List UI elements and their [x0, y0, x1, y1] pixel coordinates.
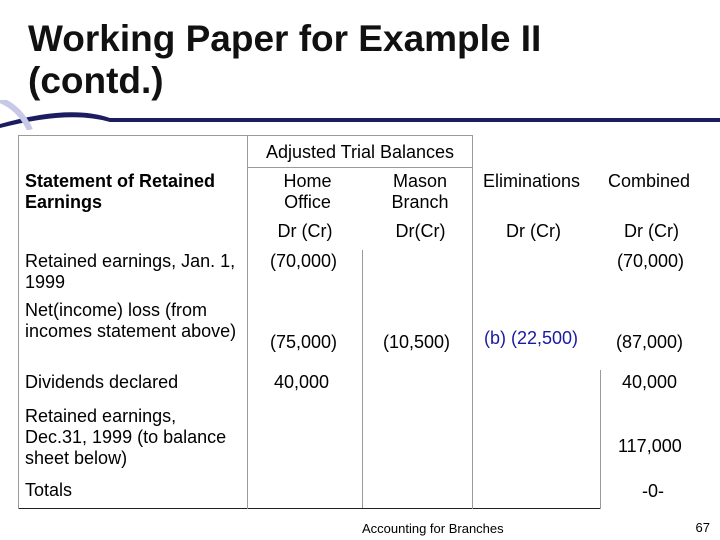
slide-title-line1: Working Paper for Example II [28, 18, 542, 59]
cell-home-net-income: (75,000) [270, 332, 338, 352]
cell-combined-dividends: 40,000 [622, 372, 678, 392]
cell-combined-net-income: (87,000) [616, 332, 684, 352]
col-divider-home [247, 135, 248, 509]
col-header-eliminations: Eliminations [483, 171, 581, 191]
slide-title-line2: (contd.) [28, 60, 164, 101]
col-header-mason-branch: Mason Branch [391, 171, 449, 212]
row-label-dividends: Dividends declared [25, 372, 179, 392]
cell-elim-net-income: (b) (22,500) [484, 328, 579, 348]
col-header-home-office: Home Office [283, 171, 332, 212]
row-label-net-income: Net(income) loss (from incomes statement above) [25, 300, 237, 341]
col-divider-branch [362, 250, 363, 508]
footer-text: Accounting for Branches [362, 521, 504, 536]
cell-branch-net-income: (10,500) [383, 332, 451, 352]
col-header-combined: Combined [608, 171, 691, 191]
drcr-branch: Dr(Cr) [395, 221, 446, 241]
cell-combined-retained-dec: 117,000 [618, 436, 682, 456]
table-top-border [18, 135, 472, 136]
col-divider-combined [600, 370, 601, 509]
cell-combined-retained-jan: (70,000) [617, 251, 685, 271]
cell-home-dividends: 40,000 [274, 372, 330, 392]
slide-title [28, 18, 668, 102]
title-underline-swoosh [0, 100, 720, 130]
cell-combined-totals: -0- [642, 481, 664, 501]
header-group-underline [247, 167, 472, 168]
drcr-home: Dr (Cr) [277, 221, 333, 241]
table-bottom-border [18, 508, 600, 509]
row-label-retained-earnings-jan: Retained earnings, Jan. 1, 1999 [25, 251, 236, 292]
row-label-retained-earnings-dec: Retained earnings, Dec.31, 1999 (to balance sheet below) [25, 406, 227, 468]
row-label-totals: Totals [25, 480, 73, 500]
page-number: 67 [695, 520, 710, 535]
section-heading: Statement of Retained Earnings [25, 171, 216, 212]
col-divider-label [18, 135, 19, 509]
drcr-combined: Dr (Cr) [624, 221, 679, 241]
cell-home-retained-jan: (70,000) [270, 251, 338, 271]
col-divider-elim [472, 135, 473, 509]
group-header-adjusted-trial-balances: Adjusted Trial Balances [265, 142, 455, 162]
drcr-elim: Dr (Cr) [506, 221, 561, 241]
